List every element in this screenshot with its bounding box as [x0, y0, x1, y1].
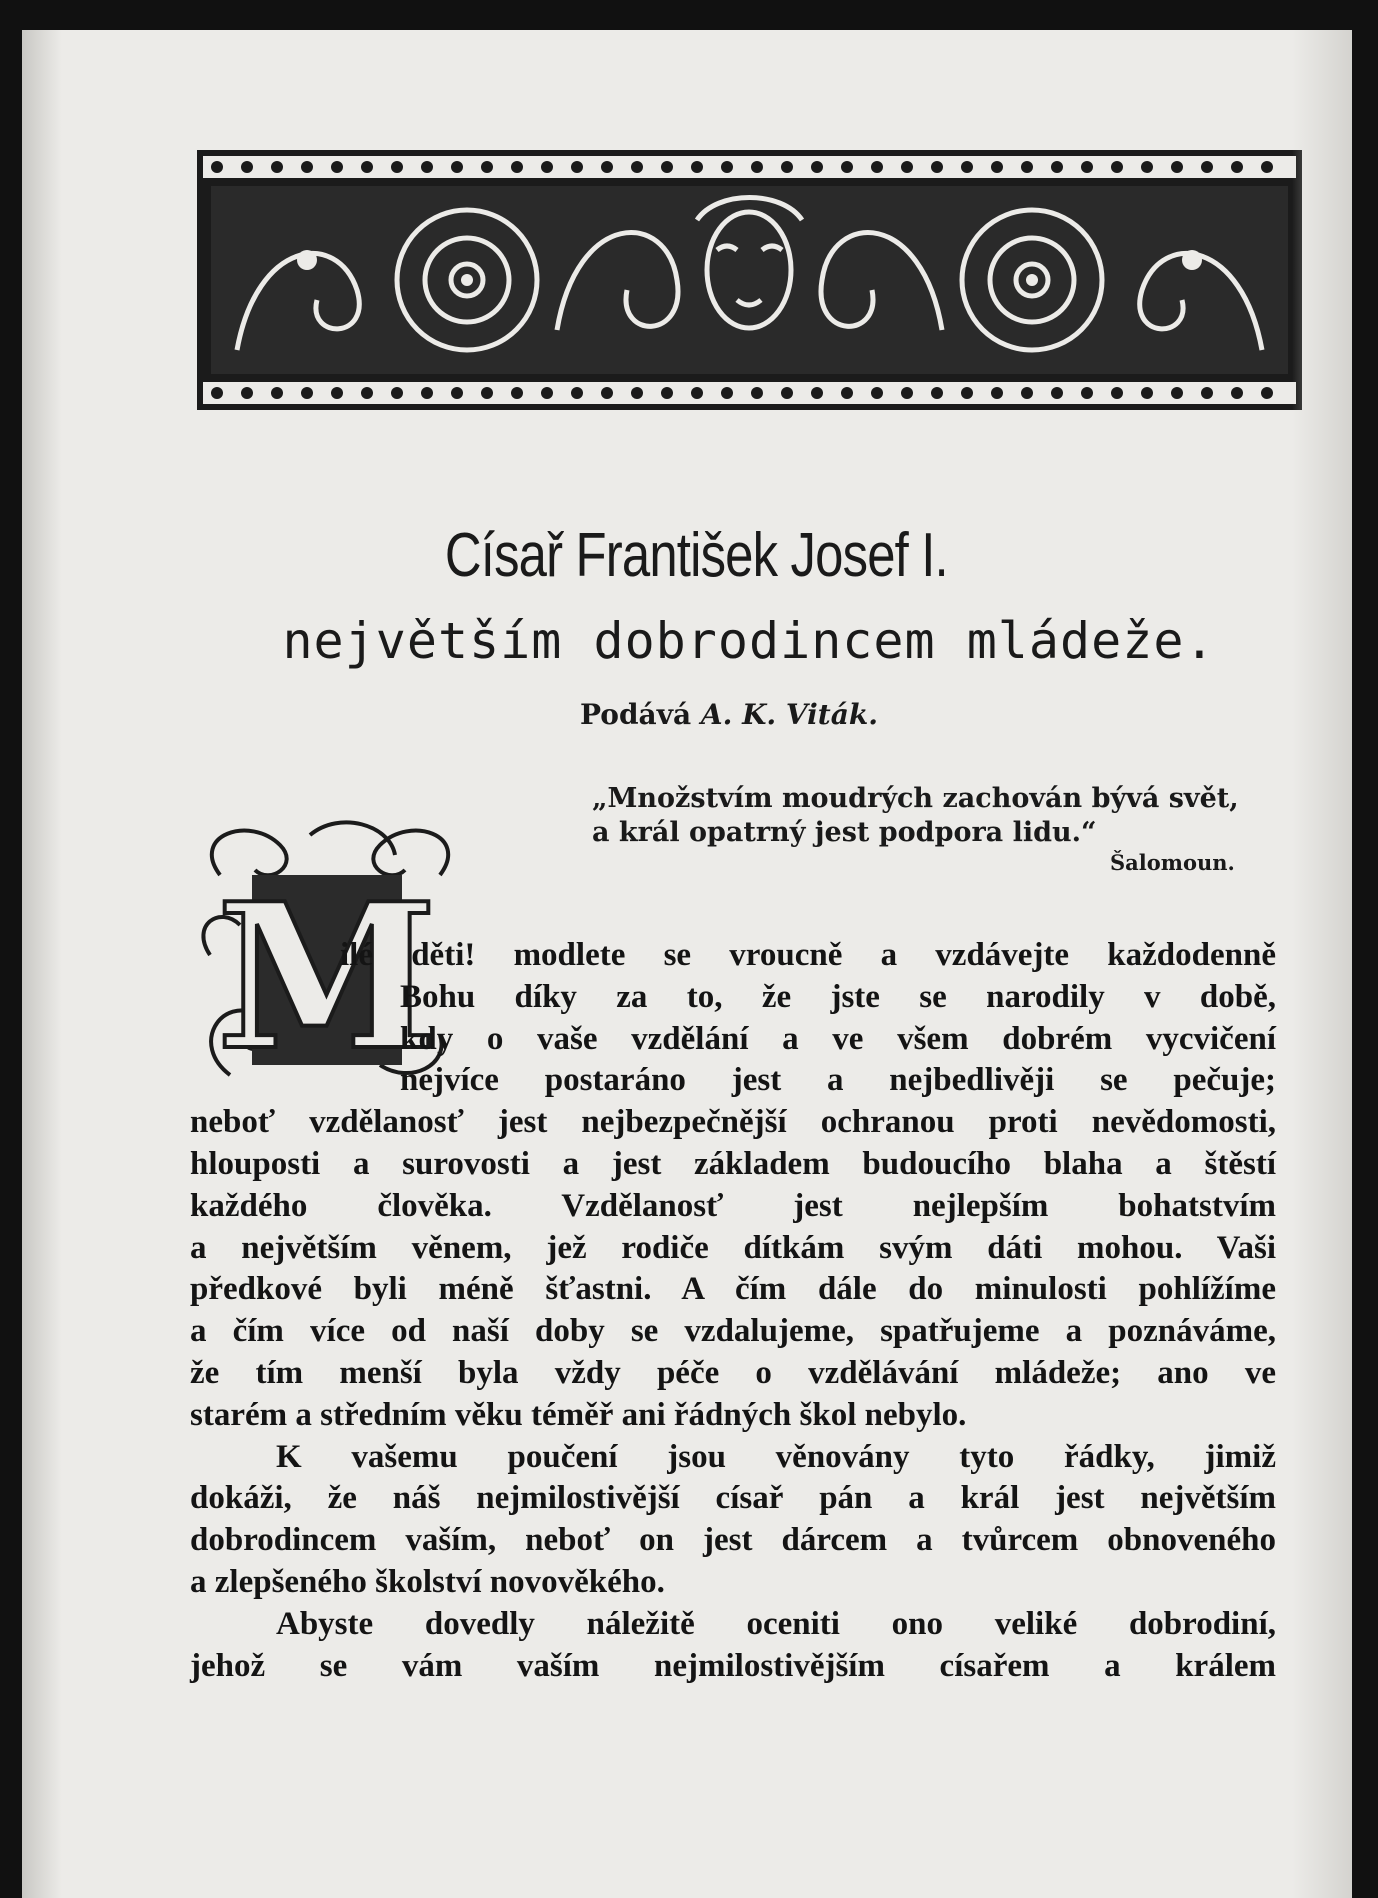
- text-line: jehož se vám vaším nejmilostivějším císařem a králem: [190, 1647, 1276, 1684]
- drop-cap-letter: M: [216, 860, 438, 1095]
- byline-prefix: Podává: [580, 698, 692, 731]
- text-line: dokáži, že náš nejmilostivější císař pán a král jest největším: [190, 1480, 1276, 1517]
- body-text: [190, 935, 1276, 1687]
- article-title: Císař František Josef I.: [444, 521, 948, 590]
- article-subtitle: největším dobrodincem mládeže.: [282, 612, 1216, 670]
- text-line: že tím menší byla vždy péče o vzdělávání mládeže; ano ve: [190, 1354, 1276, 1391]
- text-line: každého člověka. Vzdělanosť jest nejlepším bohatstvím: [190, 1187, 1276, 1224]
- text-line: ilé děti! modlete se vroucně a vzdávejte každodenně: [340, 937, 1276, 973]
- text-line: K vašemu poučení jsou věnovány tyto řádky, jimiž: [276, 1438, 1276, 1475]
- text-line: hlouposti a surovosti a jest základem budoucího blaha a štěstí: [190, 1145, 1276, 1182]
- epigraph: [592, 782, 1242, 850]
- epigraph-line: a král opatrný jest podpora lidu.“: [592, 817, 1097, 848]
- text-line: a zlepšeného školství novověkého.: [190, 1563, 665, 1600]
- epigraph-author: Šalomoun.: [1110, 850, 1235, 875]
- epigraph-line: „Množstvím moudrých zachován bývá svět,: [592, 783, 1239, 814]
- byline-author: A. K. Viták.: [700, 698, 879, 731]
- text-line: dobrodincem vaším, neboť on jest dárcem a tvůrcem obnoveného: [190, 1522, 1276, 1559]
- text-line: Bohu díky za to, že jste se narodily v době,: [400, 978, 1276, 1015]
- byline: [580, 698, 878, 731]
- text-line: nejvíce postaráno jest a nejbedlivěji se pečuje;: [400, 1062, 1276, 1099]
- text-line: Abyste dovedly náležitě oceniti ono veliké dobrodiní,: [276, 1605, 1276, 1642]
- text-line: kdy o vaše vzdělání a ve všem dobrém vycvičení: [400, 1020, 1276, 1057]
- ornamental-headpiece: [197, 150, 1302, 410]
- text-line: starém a středním věku téměř ani řádných škol nebylo.: [190, 1396, 967, 1433]
- text-line: a největším věnem, jež rodiče dítkám svým dáti mohou. Vaši: [190, 1229, 1276, 1266]
- text-line: předkové byli méně šťastni. A čím dále do minulosti pohlížíme: [190, 1271, 1276, 1308]
- text-line: a čím více od naší doby se vzdalujeme, spatřujeme a poznáváme,: [190, 1313, 1276, 1350]
- text-line: neboť vzdělanosť jest nejbezpečnější ochranou proti nevědomosti,: [190, 1104, 1276, 1141]
